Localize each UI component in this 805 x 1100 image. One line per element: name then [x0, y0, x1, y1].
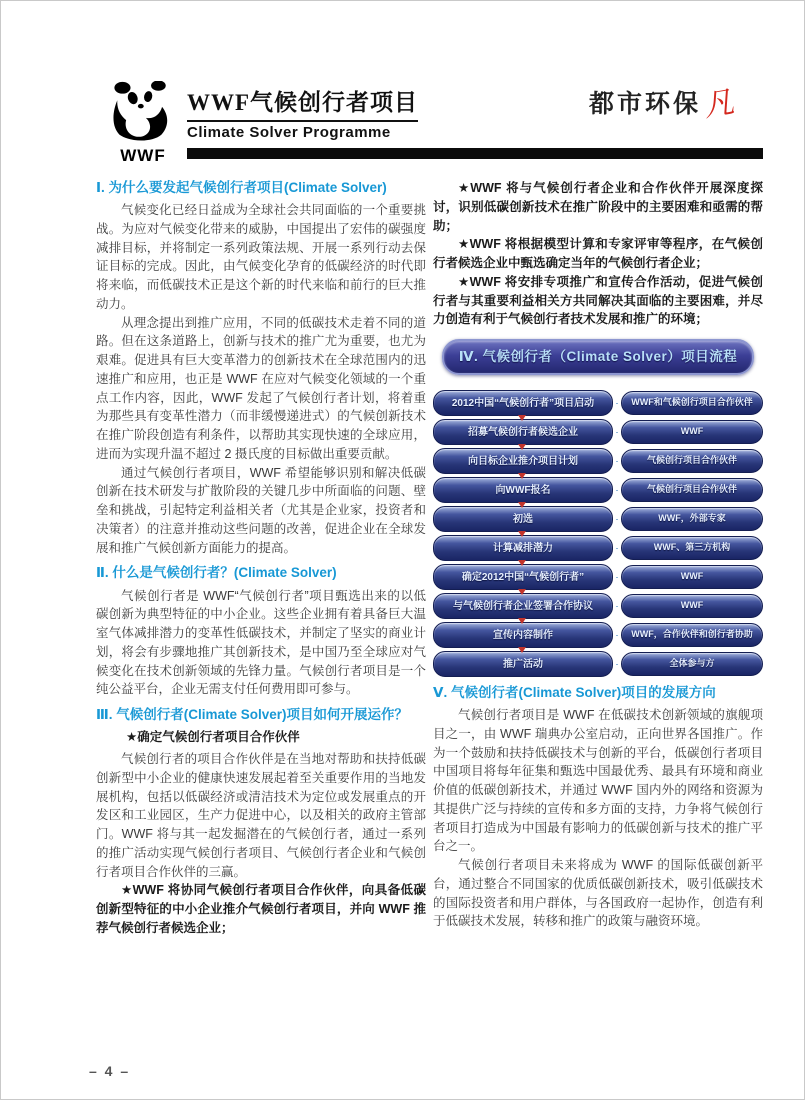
section3-subheading: ★确定气候创行者项目合作伙伴 [126, 730, 300, 745]
flowchart-title-banner: Ⅳ. 气候创行者（Climate Solver）项目流程 [442, 339, 754, 375]
flow-step-pill: 确定2012中国“气候创行者” [433, 564, 613, 590]
flowchart-rows [433, 391, 763, 676]
flow-connector-dashed-line [616, 403, 618, 404]
flow-connector-dashed-line [616, 577, 618, 578]
section3-star1: ★WWF 将协同气候创行者项目合作伙伴，向具备低碳创新型特征的中小企业推介气候创行者项目，并向 WWF 推荐气候创行者候选企业； [96, 883, 426, 935]
flow-step-pill: 推广活动 [433, 651, 613, 677]
section2-heading: Ⅱ. 什么是气候创行者？(Climate Solver) [96, 565, 337, 581]
flow-row [433, 652, 763, 676]
section1-para2: 从理念提出到推广应用，不同的低碳技术走着不同的道路。但在这条道路上，创新与技术的推广尤为重要，也尤为艰难。促进具有巨大变革潜力的创新技术在全球范围内的迅速推广和应用，也正是 WWF 在应对气候变化领域的一个重点工作内容，因此，WWF 发起了气候创行者计划，将着重为那些具有变革性潜力（而非缓慢递进式）的气候创新技术在推广阶段创造有利条件，以帮助其实现快速的全球应用，进而为实现升温不超过 2 摄氏度的目标做出重要贡献。 [96, 315, 426, 461]
flow-step-pill: 与气候创行者企业签署合作协议 [433, 593, 613, 619]
flow-step-pill: 招募气候创行者候选企业 [433, 419, 613, 445]
flow-step-pill: 向WWF报名 [433, 477, 613, 503]
star-point-2: ★WWF 将根据模型计算和专家评审等程序，在气候创行者候选企业中甄选确定当年的气候创行者企业； [433, 237, 763, 270]
flow-down-arrow-icon [518, 415, 526, 421]
flow-actor-pill: WWF和气候创行项目合作伙伴 [621, 391, 763, 415]
star-point-3: ★WWF 将安排专项推广和宣传合作活动，促进气候创行者与其重要利益相关方共同解决其面临的主要困难，并尽力创造有利于气候创行者技术发展和推广的环境； [433, 274, 763, 327]
brand-red-seal-icon: 凡 [700, 84, 737, 125]
flow-actor-pill: WWF、第三方机构 [621, 536, 763, 560]
wwf-logo [107, 81, 179, 166]
flow-step-pill: 计算减排潜力 [433, 535, 613, 561]
page-title-cn: WWF气候创行者项目 [187, 84, 418, 122]
flow-down-arrow-icon [518, 589, 526, 595]
section3-heading: Ⅲ. 气候创行者(Climate Solver)项目如何开展运作？ [96, 707, 409, 723]
wwf-logo-word: WWF [120, 146, 166, 165]
star-point-1: ★WWF 将与气候创行者企业和合作伙伴开展深度探讨，识别低碳创新技术在推广阶段中的主要困难和亟需的帮助； [433, 181, 763, 233]
flow-row [433, 536, 763, 560]
flow-actor-pill: WWF [621, 420, 763, 444]
flow-connector-dashed-line [616, 432, 618, 433]
flow-down-arrow-icon [518, 473, 526, 479]
flow-connector-dashed-line [616, 635, 618, 636]
section1-heading: Ⅰ. 为什么要发起气候创行者项目(Climate Solver) [96, 180, 387, 195]
flowchart [433, 339, 763, 676]
flow-step-pill: 向目标企业推介项目计划 [433, 448, 613, 474]
flow-actor-pill: 全体参与方 [621, 652, 763, 676]
flow-connector-dashed-line [616, 548, 618, 549]
flow-row [433, 420, 763, 444]
flow-step-pill: 宣传内容制作 [433, 622, 613, 648]
section2-para1: 气候创行者是 WWF“气候创行者”项目甄选出来的以低碳创新为典型特征的中小企业。这些企业拥有着具备巨大温室气体减排潜力的变革性低碳技术，并制定了坚实的商业计划，将会有步骤地推广其创新技术，是中国乃至全球应对气候变化在技术创新领域的先锋力量。气候创行者项目是一个纯公益平台，企业无需支付任何费用即可参与。 [96, 588, 426, 697]
flow-actor-pill: WWF，合作伙伴和创行者协助 [621, 623, 763, 647]
flow-connector-dashed-line [616, 490, 618, 491]
flow-down-arrow-icon [518, 502, 526, 508]
flow-connector-dashed-line [616, 664, 618, 665]
right-column [433, 179, 763, 931]
header-titles [187, 84, 418, 141]
page-title-en: Climate Solver Programme [187, 124, 391, 141]
flow-connector-dashed-line [616, 461, 618, 462]
brand-logo [589, 79, 737, 125]
flow-connector-dashed-line [616, 519, 618, 520]
flow-down-arrow-icon [518, 647, 526, 653]
flow-actor-pill: WWF [621, 565, 763, 589]
section5-heading: Ⅴ. 气候创行者(Climate Solver)项目的发展方向 [433, 685, 716, 700]
section3-para1: 气候创行者的项目合作伙伴是在当地对帮助和扶持低碳创新型中小企业的健康快速发展起着至关重要作用的当地发展机构，包括以低碳经济或清洁技术为定位或发展重点的开发区和工业园区，生产力促进中心，以及相关的政府主管部门。WWF 将与其一起发掘潜在的气候创行者，通过一系列的推广活动实现气候创行者项目、气候创行者企业和气候创行者项目合作伙伴的三赢。 [96, 752, 426, 879]
flow-row [433, 507, 763, 531]
section1-para1: 气候变化已经日益成为全球社会共同面临的一个重要挑战。为应对气候变化带来的威胁，中国提出了宏伟的碳强度减排目标，并将制定一系列政策法规、开展一系列行动去保证目标的完成。因此，由气候变化孕育的低碳经济的时代即将来临，而低碳技术正是这个新的时代来临和前行的巨大推动力。 [96, 203, 426, 311]
flow-connector-dashed-line [616, 606, 618, 607]
flow-down-arrow-icon [518, 444, 526, 450]
section5-para2: 气候创行者项目未来将成为 WWF 的国际低碳创新平台，通过整合不同国家的优质低碳创新技术，吸引低碳技术的国际投资者和用户群体，与各国政府一起协作，创造有利于低碳技术发展，转移和推广的政策与融资环境。 [433, 858, 763, 929]
flow-row [433, 449, 763, 473]
flow-actor-pill: WWF，外部专家 [621, 507, 763, 531]
flow-step-pill: 2012中国“气候创行者”项目启动 [433, 390, 613, 416]
flow-down-arrow-icon [518, 618, 526, 624]
left-column [96, 179, 426, 938]
panda-icon [110, 81, 176, 143]
page-number: – 4 – [89, 1063, 131, 1079]
section5-para1: 气候创行者项目是 WWF 在低碳技术创新领域的旗舰项目之一，由 WWF 瑞典办公室启动，正向世界各国推广。作为一个鼓励和扶持低碳技术与创新的平台，低碳创行者项目中国项目将每年征集和甄选中国最优秀、最具有环境和商业价值的低碳创新技术，并通过 WWF 国内外的网络和资源为其提供广泛与持续的宣传和多方面的支持，力争将气候创行者项目打造成为中国最有影响力的低碳创新与技术的推广平台之一。 [433, 708, 763, 854]
header-divider-bar [187, 148, 763, 159]
flow-row [433, 623, 763, 647]
flow-row [433, 594, 763, 618]
section1-para3: 通过气候创行者项目，WWF 希望能够识别和解决低碳创新在技术研发与扩散阶段的关键几步中所面临的问题、壁垒和挑战，引起特定利益相关者（尤其是企业家，投资者和决策者）的注意并推动这些问题的改善，促进企业在全球发展和推广气候创新方面能力的提高。 [96, 465, 426, 555]
flow-row [433, 565, 763, 589]
flow-actor-pill: 气候创行项目合作伙伴 [621, 449, 763, 473]
flow-row [433, 391, 763, 415]
flow-step-pill: 初选 [433, 506, 613, 532]
brand-name: 都市环保 [589, 91, 702, 118]
flow-actor-pill: 气候创行项目合作伙伴 [621, 478, 763, 502]
flow-down-arrow-icon [518, 531, 526, 537]
flow-actor-pill: WWF [621, 594, 763, 618]
flow-row [433, 478, 763, 502]
flow-down-arrow-icon [518, 560, 526, 566]
